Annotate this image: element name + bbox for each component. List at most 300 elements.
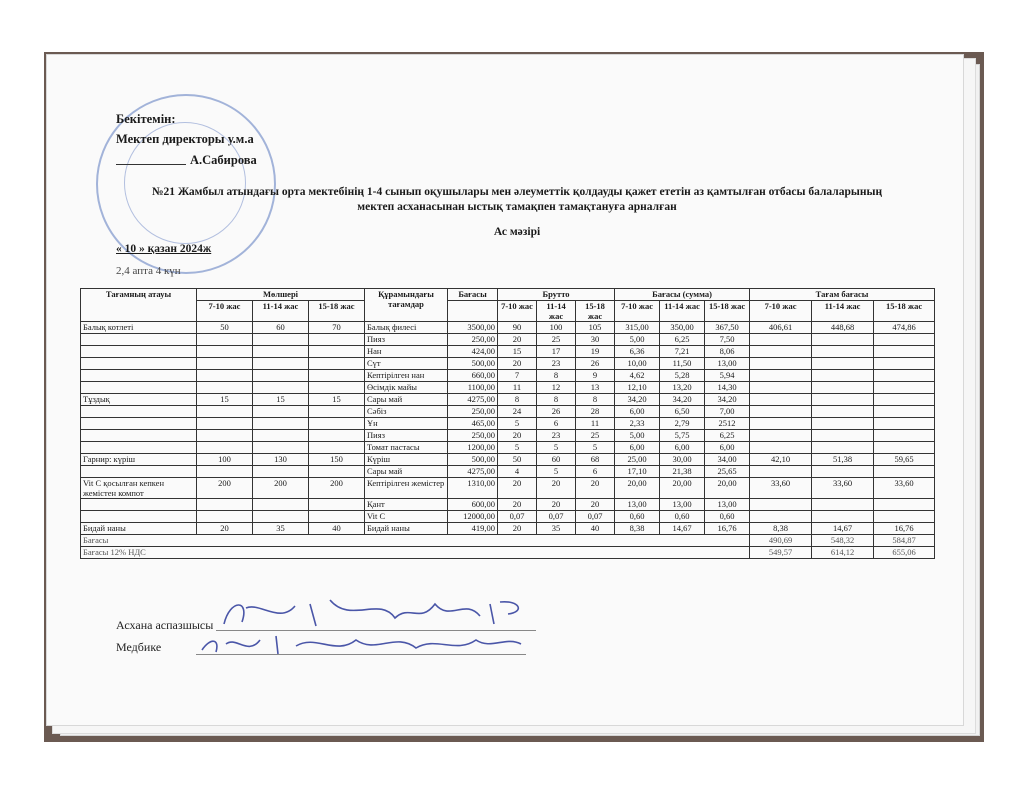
table-cell: 13,00 bbox=[660, 499, 705, 511]
table-cell: 250,00 bbox=[448, 334, 498, 346]
table-cell: 34,20 bbox=[660, 394, 705, 406]
table-cell: 5,00 bbox=[615, 430, 660, 442]
table-cell: 100 bbox=[537, 322, 576, 334]
table-cell: 20 bbox=[537, 478, 576, 499]
menu-table bbox=[80, 288, 935, 559]
table-cell bbox=[197, 358, 253, 370]
totals-value: 490,69 bbox=[750, 535, 812, 547]
totals-row bbox=[81, 535, 935, 547]
table-cell: 5 bbox=[537, 466, 576, 478]
table-cell: 20 bbox=[498, 334, 537, 346]
table-cell: 100 bbox=[197, 454, 253, 466]
table-cell bbox=[309, 466, 365, 478]
table-cell bbox=[812, 499, 874, 511]
table-cell: 33,60 bbox=[812, 478, 874, 499]
table-cell: 28 bbox=[576, 406, 615, 418]
table-row bbox=[81, 454, 935, 466]
col-price: Бағасы bbox=[448, 289, 498, 301]
age-header: 15-18 жас bbox=[576, 301, 615, 322]
table-cell: 12,10 bbox=[615, 382, 660, 394]
table-cell bbox=[812, 382, 874, 394]
table-cell: 8 bbox=[576, 394, 615, 406]
table-cell: 3500,00 bbox=[448, 322, 498, 334]
table-cell: 33,60 bbox=[750, 478, 812, 499]
table-cell bbox=[253, 406, 309, 418]
price-subheader-empty bbox=[448, 301, 498, 322]
table-cell bbox=[874, 406, 935, 418]
table-cell bbox=[812, 394, 874, 406]
director-title: Мектеп директоры у.м.а bbox=[116, 132, 254, 146]
table-cell: 474,86 bbox=[874, 322, 935, 334]
table-cell: 250,00 bbox=[448, 430, 498, 442]
table-cell: 0,60 bbox=[615, 511, 660, 523]
table-cell bbox=[253, 370, 309, 382]
table-subheader-row bbox=[81, 301, 935, 322]
table-cell: 14,67 bbox=[812, 523, 874, 535]
table-cell: Томат пастасы bbox=[365, 442, 448, 454]
table-cell: 26 bbox=[576, 358, 615, 370]
table-cell bbox=[812, 418, 874, 430]
table-cell: 10,00 bbox=[615, 358, 660, 370]
col-amount: Мөлшері bbox=[197, 289, 365, 301]
table-cell: 13,00 bbox=[705, 358, 750, 370]
table-row bbox=[81, 499, 935, 511]
table-cell bbox=[750, 442, 812, 454]
table-cell: 6,36 bbox=[615, 346, 660, 358]
table-cell: 7,21 bbox=[660, 346, 705, 358]
table-cell: 20 bbox=[537, 499, 576, 511]
table-cell: 15 bbox=[309, 394, 365, 406]
cook-label: Асхана аспазшысы bbox=[116, 618, 214, 632]
table-cell: 14,67 bbox=[660, 523, 705, 535]
age-header: 15-18 жас bbox=[309, 301, 365, 322]
age-header: 7-10 жас bbox=[197, 301, 253, 322]
table-cell bbox=[874, 430, 935, 442]
table-row bbox=[81, 322, 935, 334]
table-cell: 600,00 bbox=[448, 499, 498, 511]
table-cell: 1310,00 bbox=[448, 478, 498, 499]
document-title-line2: мектеп асханасынан ыстық тамақпен тамақтануға арналған bbox=[357, 201, 677, 213]
table-cell bbox=[253, 499, 309, 511]
table-cell bbox=[874, 499, 935, 511]
document-title-line1: №21 Жамбыл атындағы орта мектебінің 1-4 сынып оқушылары мен әлеуметтік қолдауды қажет ететін аз қамтылған отбасы балаларының bbox=[151, 186, 883, 198]
table-cell: 20 bbox=[576, 478, 615, 499]
table-cell: 50 bbox=[197, 322, 253, 334]
table-cell: 20 bbox=[197, 523, 253, 535]
table-cell: 20 bbox=[498, 499, 537, 511]
table-cell: 5 bbox=[498, 442, 537, 454]
table-cell: 16,76 bbox=[874, 523, 935, 535]
table-cell: 25 bbox=[537, 334, 576, 346]
table-cell: 2,33 bbox=[615, 418, 660, 430]
table-cell bbox=[253, 334, 309, 346]
table-cell: 419,00 bbox=[448, 523, 498, 535]
table-cell: 500,00 bbox=[448, 454, 498, 466]
table-cell bbox=[750, 358, 812, 370]
table-cell bbox=[750, 418, 812, 430]
table-cell: 11,50 bbox=[660, 358, 705, 370]
table-cell: 2512 bbox=[705, 418, 750, 430]
table-row bbox=[81, 430, 935, 442]
table-cell bbox=[874, 334, 935, 346]
table-cell: 20,00 bbox=[705, 478, 750, 499]
table-cell bbox=[812, 442, 874, 454]
age-header: 7-10 жас bbox=[498, 301, 537, 322]
table-cell: 130 bbox=[253, 454, 309, 466]
table-row bbox=[81, 511, 935, 523]
table-cell: 5 bbox=[576, 442, 615, 454]
table-cell: 21,38 bbox=[660, 466, 705, 478]
table-cell bbox=[309, 406, 365, 418]
nurse-handwritten-signature bbox=[196, 626, 536, 662]
age-header: 11-14 жас bbox=[812, 301, 874, 322]
table-row bbox=[81, 394, 935, 406]
table-cell: 315,00 bbox=[615, 322, 660, 334]
table-cell: 25 bbox=[576, 430, 615, 442]
table-cell: Нан bbox=[365, 346, 448, 358]
table-cell: 30,00 bbox=[660, 454, 705, 466]
table-cell: Балық котлеті bbox=[81, 322, 197, 334]
table-cell: 12 bbox=[537, 382, 576, 394]
table-cell bbox=[197, 334, 253, 346]
table-cell bbox=[253, 511, 309, 523]
table-row bbox=[81, 478, 935, 499]
table-header-row bbox=[81, 289, 935, 301]
table-cell: 35 bbox=[537, 523, 576, 535]
table-cell bbox=[81, 370, 197, 382]
table-cell: 5 bbox=[537, 442, 576, 454]
table-cell: 8,38 bbox=[750, 523, 812, 535]
table-cell: 500,00 bbox=[448, 358, 498, 370]
table-cell: Сүт bbox=[365, 358, 448, 370]
table-cell: 150 bbox=[309, 454, 365, 466]
table-cell: 4 bbox=[498, 466, 537, 478]
table-cell: 200 bbox=[197, 478, 253, 499]
table-cell: 30 bbox=[576, 334, 615, 346]
table-cell: 40 bbox=[576, 523, 615, 535]
totals-label: Бағасы bbox=[81, 535, 750, 547]
table-row bbox=[81, 358, 935, 370]
table-cell: Vit C bbox=[365, 511, 448, 523]
age-header: 7-10 жас bbox=[615, 301, 660, 322]
table-cell bbox=[309, 442, 365, 454]
table-cell: 200 bbox=[253, 478, 309, 499]
totals-value: 655,06 bbox=[874, 547, 935, 559]
table-cell bbox=[81, 334, 197, 346]
table-cell: 70 bbox=[309, 322, 365, 334]
table-cell: 24 bbox=[498, 406, 537, 418]
totals-value: 584,87 bbox=[874, 535, 935, 547]
table-cell: 42,10 bbox=[750, 454, 812, 466]
totals-value: 548,32 bbox=[812, 535, 874, 547]
table-cell: Кептірілген жемістер bbox=[365, 478, 448, 499]
table-cell: 20 bbox=[576, 499, 615, 511]
table-cell: 15 bbox=[253, 394, 309, 406]
table-cell: Пияз bbox=[365, 334, 448, 346]
table-cell: 59,65 bbox=[874, 454, 935, 466]
col-dish: Тағамның атауы bbox=[81, 289, 197, 322]
table-cell: 105 bbox=[576, 322, 615, 334]
table-cell: 5,94 bbox=[705, 370, 750, 382]
table-cell: 6,25 bbox=[660, 334, 705, 346]
table-cell: Пияз bbox=[365, 430, 448, 442]
table-cell: 8,06 bbox=[705, 346, 750, 358]
table-row bbox=[81, 418, 935, 430]
table-cell: 6,50 bbox=[660, 406, 705, 418]
table-cell: 25,65 bbox=[705, 466, 750, 478]
table-cell: 1200,00 bbox=[448, 442, 498, 454]
menu-title: Ас мәзірі bbox=[493, 226, 541, 238]
table-cell bbox=[812, 358, 874, 370]
table-cell: 35 bbox=[253, 523, 309, 535]
table-cell: 34,20 bbox=[615, 394, 660, 406]
table-cell bbox=[81, 442, 197, 454]
table-cell: Сары май bbox=[365, 394, 448, 406]
table-cell bbox=[197, 418, 253, 430]
table-cell: 1100,00 bbox=[448, 382, 498, 394]
table-cell: Тұздық bbox=[81, 394, 197, 406]
table-cell: 6 bbox=[576, 466, 615, 478]
table-cell bbox=[874, 418, 935, 430]
table-cell: 5 bbox=[498, 418, 537, 430]
table-cell: 424,00 bbox=[448, 346, 498, 358]
table-cell: Сәбіз bbox=[365, 406, 448, 418]
table-cell: 406,61 bbox=[750, 322, 812, 334]
table-cell bbox=[750, 466, 812, 478]
director-signature-line bbox=[116, 164, 186, 165]
table-cell: 200 bbox=[309, 478, 365, 499]
table-cell: 26 bbox=[537, 406, 576, 418]
table-cell: Кептірілген нан bbox=[365, 370, 448, 382]
table-cell: 25,00 bbox=[615, 454, 660, 466]
table-row bbox=[81, 406, 935, 418]
table-cell: Гарнир: күріш bbox=[81, 454, 197, 466]
table-cell bbox=[750, 499, 812, 511]
table-row bbox=[81, 523, 935, 535]
table-cell: 5,75 bbox=[660, 430, 705, 442]
table-cell bbox=[81, 358, 197, 370]
totals-label: Бағасы 12% НДС bbox=[81, 547, 750, 559]
age-header: 11-14 жас bbox=[253, 301, 309, 322]
table-cell: 8 bbox=[537, 394, 576, 406]
table-cell: 7,50 bbox=[705, 334, 750, 346]
table-cell bbox=[874, 466, 935, 478]
table-cell bbox=[309, 370, 365, 382]
table-cell: Ұн bbox=[365, 418, 448, 430]
table-cell bbox=[81, 430, 197, 442]
age-header: 15-18 жас bbox=[705, 301, 750, 322]
table-cell bbox=[309, 499, 365, 511]
table-cell bbox=[309, 334, 365, 346]
table-cell: 50 bbox=[498, 454, 537, 466]
table-cell: 23 bbox=[537, 358, 576, 370]
table-cell: Өсімдік майы bbox=[365, 382, 448, 394]
table-cell: 11 bbox=[576, 418, 615, 430]
table-cell bbox=[750, 346, 812, 358]
table-cell: 15 bbox=[197, 394, 253, 406]
table-cell bbox=[197, 499, 253, 511]
table-cell: 90 bbox=[498, 322, 537, 334]
table-cell bbox=[812, 406, 874, 418]
table-cell: 51,38 bbox=[812, 454, 874, 466]
table-row bbox=[81, 346, 935, 358]
table-cell: 6,00 bbox=[615, 406, 660, 418]
menu-date: « 10 » қазан 2024ж bbox=[116, 243, 212, 255]
age-header: 11-14 жас bbox=[537, 301, 576, 322]
table-cell: 465,00 bbox=[448, 418, 498, 430]
table-cell bbox=[750, 406, 812, 418]
table-cell: 4275,00 bbox=[448, 466, 498, 478]
table-cell: 60 bbox=[253, 322, 309, 334]
table-cell: 17,10 bbox=[615, 466, 660, 478]
totals-row bbox=[81, 547, 935, 559]
table-cell: 12000,00 bbox=[448, 511, 498, 523]
table-cell bbox=[812, 370, 874, 382]
table-cell: 13,20 bbox=[660, 382, 705, 394]
totals-value: 614,12 bbox=[812, 547, 874, 559]
table-cell: 13,00 bbox=[705, 499, 750, 511]
table-cell bbox=[812, 511, 874, 523]
table-cell bbox=[309, 358, 365, 370]
table-cell: 7 bbox=[498, 370, 537, 382]
table-row bbox=[81, 382, 935, 394]
table-cell: Бидай наны bbox=[365, 523, 448, 535]
table-cell bbox=[750, 511, 812, 523]
table-cell: 15 bbox=[498, 346, 537, 358]
table-cell: 20 bbox=[498, 430, 537, 442]
nurse-label: Медбике bbox=[116, 640, 162, 654]
table-cell bbox=[253, 442, 309, 454]
table-cell: 20 bbox=[498, 478, 537, 499]
table-cell bbox=[309, 418, 365, 430]
table-cell bbox=[197, 370, 253, 382]
table-cell: 8 bbox=[498, 394, 537, 406]
table-cell bbox=[812, 430, 874, 442]
table-cell: 6,00 bbox=[660, 442, 705, 454]
table-cell: 6,00 bbox=[615, 442, 660, 454]
table-cell: 40 bbox=[309, 523, 365, 535]
table-cell bbox=[197, 406, 253, 418]
table-cell: 0,07 bbox=[537, 511, 576, 523]
table-cell: Vit C қосылған кепкен жемістен компот bbox=[81, 478, 197, 499]
table-cell bbox=[253, 382, 309, 394]
table-cell: 20 bbox=[498, 523, 537, 535]
table-cell bbox=[81, 418, 197, 430]
table-cell: 11 bbox=[498, 382, 537, 394]
table-cell bbox=[309, 430, 365, 442]
table-cell bbox=[309, 511, 365, 523]
col-ingredients: Құрамындағы тағамдар bbox=[365, 289, 448, 322]
table-cell bbox=[874, 442, 935, 454]
col-brutto: Брутто bbox=[498, 289, 615, 301]
table-cell bbox=[750, 334, 812, 346]
table-cell bbox=[253, 346, 309, 358]
table-cell: 6,25 bbox=[705, 430, 750, 442]
table-row bbox=[81, 334, 935, 346]
table-cell: 660,00 bbox=[448, 370, 498, 382]
table-cell: 5,28 bbox=[660, 370, 705, 382]
table-cell: 250,00 bbox=[448, 406, 498, 418]
table-cell: 17 bbox=[537, 346, 576, 358]
col-price-sum: Бағасы (сумма) bbox=[615, 289, 750, 301]
table-cell: 7,00 bbox=[705, 406, 750, 418]
table-cell bbox=[197, 430, 253, 442]
table-cell bbox=[750, 382, 812, 394]
table-cell: 16,76 bbox=[705, 523, 750, 535]
table-cell: 4275,00 bbox=[448, 394, 498, 406]
table-cell: 4,62 bbox=[615, 370, 660, 382]
table-cell: 8,38 bbox=[615, 523, 660, 535]
table-cell bbox=[197, 346, 253, 358]
table-cell bbox=[81, 382, 197, 394]
age-header: 15-18 жас bbox=[874, 301, 935, 322]
table-cell: 14,30 bbox=[705, 382, 750, 394]
table-cell bbox=[197, 511, 253, 523]
table-cell bbox=[81, 466, 197, 478]
table-cell: 68 bbox=[576, 454, 615, 466]
director-name: А.Сабирова bbox=[190, 153, 257, 167]
table-cell: 8 bbox=[537, 370, 576, 382]
table-cell bbox=[81, 406, 197, 418]
table-cell: 60 bbox=[537, 454, 576, 466]
col-dish-price: Тағам бағасы bbox=[750, 289, 935, 301]
table-cell: 34,20 bbox=[705, 394, 750, 406]
table-cell bbox=[874, 511, 935, 523]
table-cell bbox=[309, 346, 365, 358]
table-cell: 19 bbox=[576, 346, 615, 358]
table-cell bbox=[812, 334, 874, 346]
table-cell: 34,00 bbox=[705, 454, 750, 466]
table-cell bbox=[81, 511, 197, 523]
table-cell bbox=[197, 442, 253, 454]
table-cell: 2,79 bbox=[660, 418, 705, 430]
table-cell: 9 bbox=[576, 370, 615, 382]
table-cell bbox=[309, 382, 365, 394]
table-cell: 6 bbox=[537, 418, 576, 430]
table-cell bbox=[750, 370, 812, 382]
table-cell bbox=[812, 466, 874, 478]
table-row bbox=[81, 466, 935, 478]
table-cell: 350,00 bbox=[660, 322, 705, 334]
approval-label: Бекітемін: bbox=[116, 112, 176, 126]
table-cell: 13,00 bbox=[615, 499, 660, 511]
table-cell bbox=[197, 382, 253, 394]
table-cell: 20,00 bbox=[660, 478, 705, 499]
table-cell: Қант bbox=[365, 499, 448, 511]
table-cell: 23 bbox=[537, 430, 576, 442]
table-cell: 20,00 bbox=[615, 478, 660, 499]
week-day: 2,4 апта 4 күн bbox=[116, 265, 181, 277]
table-cell bbox=[750, 430, 812, 442]
table-cell: Бидай наны bbox=[81, 523, 197, 535]
age-header: 11-14 жас bbox=[660, 301, 705, 322]
table-cell bbox=[750, 394, 812, 406]
table-cell: 367,50 bbox=[705, 322, 750, 334]
table-cell: 33,60 bbox=[874, 478, 935, 499]
table-cell: 0,60 bbox=[660, 511, 705, 523]
table-cell: 20 bbox=[498, 358, 537, 370]
table-cell: Балық филесі bbox=[365, 322, 448, 334]
table-cell bbox=[197, 466, 253, 478]
table-cell: 448,68 bbox=[812, 322, 874, 334]
table-cell bbox=[253, 418, 309, 430]
table-row bbox=[81, 370, 935, 382]
table-cell: 13 bbox=[576, 382, 615, 394]
age-header: 7-10 жас bbox=[750, 301, 812, 322]
table-cell: 6,00 bbox=[705, 442, 750, 454]
table-cell bbox=[812, 346, 874, 358]
table-cell: 0,60 bbox=[705, 511, 750, 523]
